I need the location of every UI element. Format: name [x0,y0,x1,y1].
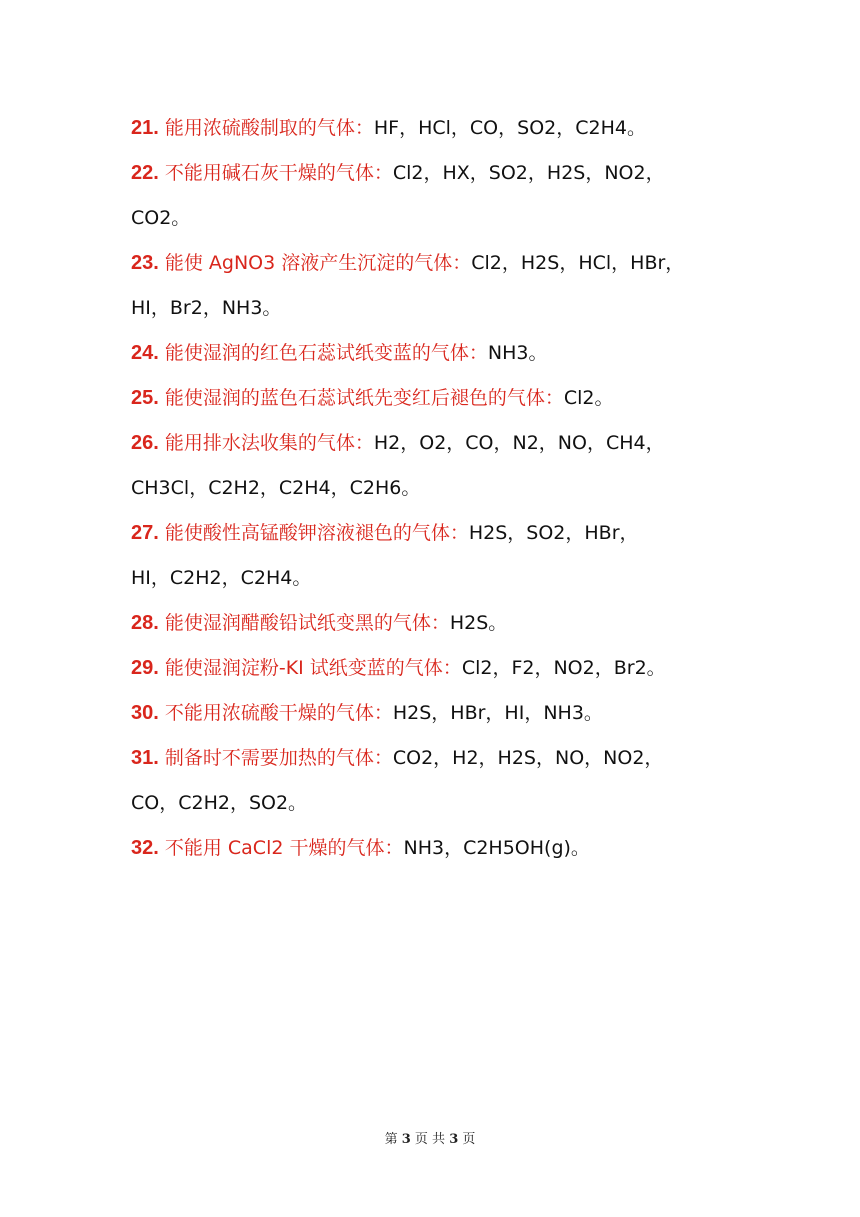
item-answer: NH3，C2H5OH(g)。 [403,837,590,859]
item-answer: NH3。 [487,342,548,364]
list-item [131,695,741,740]
footer-prefix: 第 [384,1132,402,1147]
list-item [131,335,741,380]
item-answer: H2S。 [449,612,508,634]
list-item-continuation [131,470,741,515]
item-answer: Cl2，H2S，HCl，HBr， [471,252,685,274]
item-number: 32. [131,837,159,859]
item-answer: Cl2，F2，NO2，Br2。 [461,657,666,679]
item-number: 28. [131,612,159,634]
item-number: 27. [131,522,159,544]
item-answer: H2S，HBr，HI，NH3。 [392,702,603,724]
item-description: 不能用碱石灰干燥的气体： [158,162,393,184]
item-description: 能使 AgNO3 溶液产生沉淀的气体： [158,252,472,274]
item-number: 22. [131,162,159,184]
item-number: 23. [131,252,159,274]
item-answer: CO2，H2，H2S，NO，NO2， [392,747,664,769]
item-answer: Cl2。 [563,387,614,409]
list-item [131,605,741,650]
item-answer: H2，O2，CO，N2，NO，CH4， [373,432,665,454]
item-answer: Cl2，HX，SO2，H2S，NO2， [392,162,665,184]
list-item [131,740,741,785]
list-item-continuation [131,785,741,830]
list-item-continuation [131,290,741,335]
item-number: 29. [131,657,159,679]
gas-facts-list [131,110,741,875]
list-item [131,245,741,290]
list-item [131,425,741,470]
item-answer: H2S，SO2，HBr， [468,522,639,544]
item-description: 能使湿润的蓝色石蕊试纸先变红后褪色的气体： [158,387,564,409]
item-answer-continued: CO2。 [131,207,191,229]
item-answer-continued: CH3Cl，C2H2，C2H4，C2H6。 [131,477,421,499]
total-pages-number: 3 [449,1132,459,1147]
item-description: 能用浓硫酸制取的气体： [158,117,374,139]
list-item-continuation [131,560,741,605]
item-description: 能用排水法收集的气体： [158,432,374,454]
item-description: 能使湿润的红色石蕊试纸变蓝的气体： [158,342,488,364]
item-description: 不能用 CaCl2 干燥的气体： [158,837,404,859]
item-number: 21. [131,117,159,139]
list-item [131,110,741,155]
page-footer [0,1128,860,1147]
item-description: 能使湿润淀粉-KI 试纸变蓝的气体： [158,657,462,679]
item-number: 24. [131,342,159,364]
item-answer-continued: CO，C2H2，SO2。 [131,792,308,814]
item-description: 能使酸性高锰酸钾溶液褪色的气体： [158,522,469,544]
item-number: 30. [131,702,159,724]
list-item [131,155,741,200]
item-description: 制备时不需要加热的气体： [158,747,393,769]
item-number: 25. [131,387,159,409]
item-answer: HF，HCl，CO，SO2，C2H4。 [373,117,646,139]
item-answer-continued: HI，C2H2，C2H4。 [131,567,312,589]
footer-suffix: 页 [458,1132,476,1147]
current-page-number: 3 [401,1132,411,1147]
item-number: 26. [131,432,159,454]
list-item [131,515,741,560]
item-description: 不能用浓硫酸干燥的气体： [158,702,393,724]
item-number: 31. [131,747,159,769]
list-item [131,650,741,695]
footer-middle: 页 共 [410,1132,450,1147]
list-item [131,380,741,425]
list-item-continuation [131,200,741,245]
item-answer-continued: HI，Br2，NH3。 [131,297,282,319]
item-description: 能使湿润醋酸铅试纸变黑的气体： [158,612,450,634]
list-item [131,830,741,875]
